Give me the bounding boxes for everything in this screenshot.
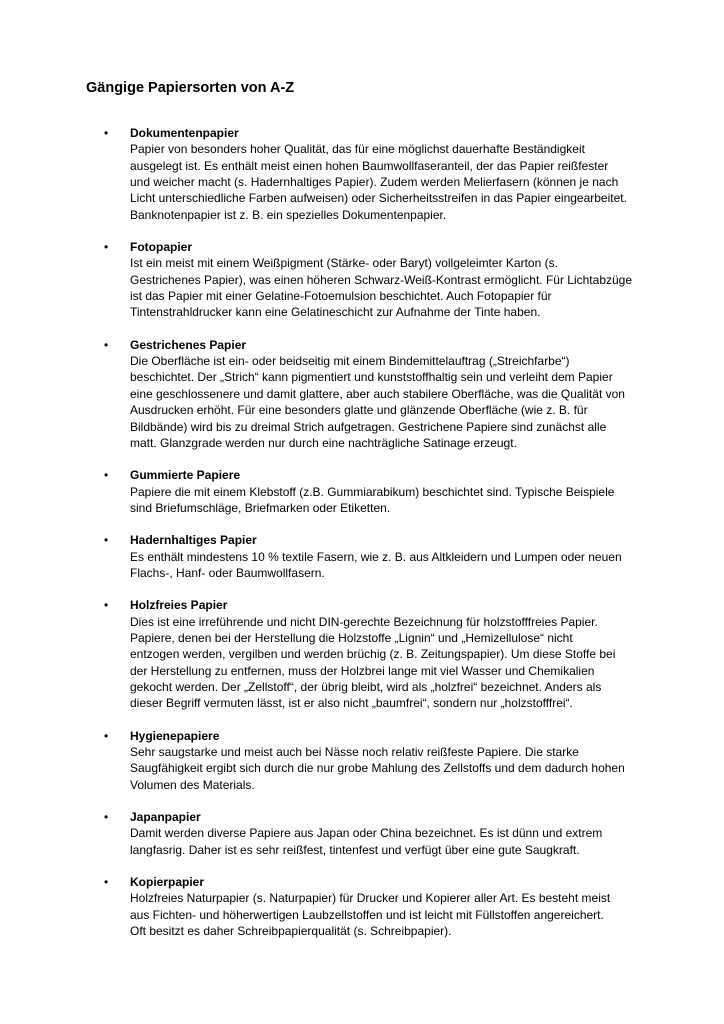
paper-type-list [0,125,724,955]
text-line: der Herstellung zu entfernen, muss der Holzbrei lange mit viel Wasser und Chemikalien [130,663,595,678]
text-line: Dies ist eine irreführende und nicht DIN-gerechte Bezeichnung für holzstofffreies Papier. [130,614,598,629]
text-line: ausgelegt ist. Es enthält meist einen hohen Baumwollfaseranteil, der das Papier reißfester [130,158,609,173]
entry-heading: Japanpapier [130,810,201,825]
entry-description [130,484,650,517]
list-item [0,532,724,581]
text-line: entzogen werden, vergilben und werden brüchig (z. B. Zeitungspapier). Um diese Stoffe bei [130,647,616,662]
entry-description [130,141,650,223]
bullet-icon: • [104,240,109,255]
entry-heading: Gestrichenes Papier [130,337,247,352]
list-item [0,467,724,516]
text-line: Papiere die mit einem Klebstoff (z.B. Gummiarabikum) beschichtet sind. Typische Beispiele [130,484,615,499]
text-line: eine geschlossenere und damit glattere, aber auch stabilere Oberfläche, was die Qualität von [130,386,625,401]
text-line: matt. Glanzgrade werden nur durch eine nachträgliche Satinage erzeugt. [130,435,517,450]
entry-heading: Fotopapier [130,240,192,255]
text-line: Damit werden diverse Papiere aus Japan oder China bezeichnet. Es ist dünn und extrem [130,826,603,841]
entry-description [130,614,650,712]
text-line: und weicher macht (s. Hadernhaltiges Papier). Zudem werden Melierfasern (können je nach [130,175,619,190]
text-line: Gestrichenes Papier), was einen höheren Schwarz-Weiß-Kontrast ermöglicht. Für Lichtabzüge [130,272,633,287]
entry-description [130,549,650,582]
text-line: sind Briefumschläge, Briefmarken oder Etiketten. [130,500,391,515]
entry-heading: Gummierte Papiere [130,468,241,483]
text-line: Papier von besonders hoher Qualität, das für eine möglichst dauerhafte Beständigkeit [130,142,585,157]
text-line: Volumen des Materials. [130,777,255,792]
entry-heading: Hygienepapiere [130,728,220,743]
text-line: Es enthält mindestens 10 % textile Fasern, wie z. B. aus Altkleidern und Lumpen oder neuen [130,549,622,564]
text-line: Bildbände) wird bis zu dreimal Strich aufgetragen. Gestrichene Papiere sind zunächst alle [130,419,607,434]
text-line: aus Fichten- und höherwertigen Laubzellstoffen und ist leicht mit Füllstoffen angereichert. [130,907,604,922]
text-line: Licht unterschiedliche Farben aufweisen) oder Sicherheitsstreifen in das Papier eingearbeitet. [130,191,627,206]
text-line: dieser Begriff vermuten lässt, ist er also nicht „baumfrei“, sondern nur „holzstofffrei“. [130,696,573,711]
list-item [0,337,724,451]
text-line: Holzfreies Naturpapier (s. Naturpapier) für Drucker und Kopierer aller Art. Es besteht meist [130,891,611,906]
entry-heading: Hadernhaltiges Papier [130,533,257,548]
text-line: langfasrig. Daher ist es sehr reißfest, tintenfest und verfügt über eine gute Saugkraft. [130,842,580,857]
text-line: Ausdrucken erhöht. Für eine besonders glatte und glänzende Oberfläche (wie z. B. für [130,403,588,418]
text-line: ist das Papier mit einer Gelatine-Fotoemulsion beschichtet. Auch Fotopapier für [130,289,552,304]
entry-description [130,255,650,320]
text-line: Flachs-, Hanf- oder Baumwollfasern. [130,565,325,580]
text-line: Saugfähigkeit ergibt sich durch die nur grobe Mahlung des Zellstoffs und dem dadurch hohen [130,761,625,776]
bullet-icon: • [104,468,109,483]
list-item [0,874,724,939]
list-item [0,809,724,858]
bullet-icon: • [104,598,109,613]
text-line: beschichtet. Der „Strich“ kann pigmentiert und kunststoffhaltig sein und verleiht dem Papier [130,370,613,385]
entry-heading: Kopierpapier [130,875,205,890]
list-item [0,239,724,321]
text-line: Ist ein meist mit einem Weißpigment (Stärke- oder Baryt) vollgeleimter Karton (s. [130,256,558,271]
entry-description [130,890,650,939]
text-line: Die Oberfläche ist ein- oder beidseitig mit einem Bindemittelauftrag („Streichfarbe“) [130,354,570,369]
entry-description [130,744,650,793]
text-line: Oft besitzt es daher Schreibpapierqualität (s. Schreibpapier). [130,924,452,939]
text-line: Tintenstrahldrucker kann eine Gelatineschicht zur Aufnahme der Tinte haben. [130,305,541,320]
text-line: Banknotenpapier ist z. B. ein spezielles Dokumentenpapier. [130,207,447,222]
bullet-icon: • [104,728,109,743]
bullet-icon: • [104,533,109,548]
text-line: Papiere, denen bei der Herstellung die Holzstoffe „Lignin“ und „Hemizellulose“ nicht [130,630,573,645]
text-line: Sehr saugstarke und meist auch bei Nässe noch relativ reißfeste Papiere. Die starke [130,745,579,759]
bullet-icon: • [104,875,109,890]
list-item [0,597,724,711]
text-line: gekocht werden. Der „Zellstoff“, der übrig bleibt, wird als „holzfrei“ bezeichnet. Anders als [130,679,602,694]
list-item [0,728,724,793]
page-title: Gängige Papiersorten von A-Z [86,80,295,96]
list-item [0,125,724,223]
entry-heading: Dokumentenpapier [130,126,239,140]
entry-heading: Holzfreies Papier [130,598,228,613]
entry-description [130,353,650,451]
bullet-icon: • [104,126,109,140]
bullet-icon: • [104,337,109,352]
entry-description [130,825,650,858]
bullet-icon: • [104,810,109,825]
